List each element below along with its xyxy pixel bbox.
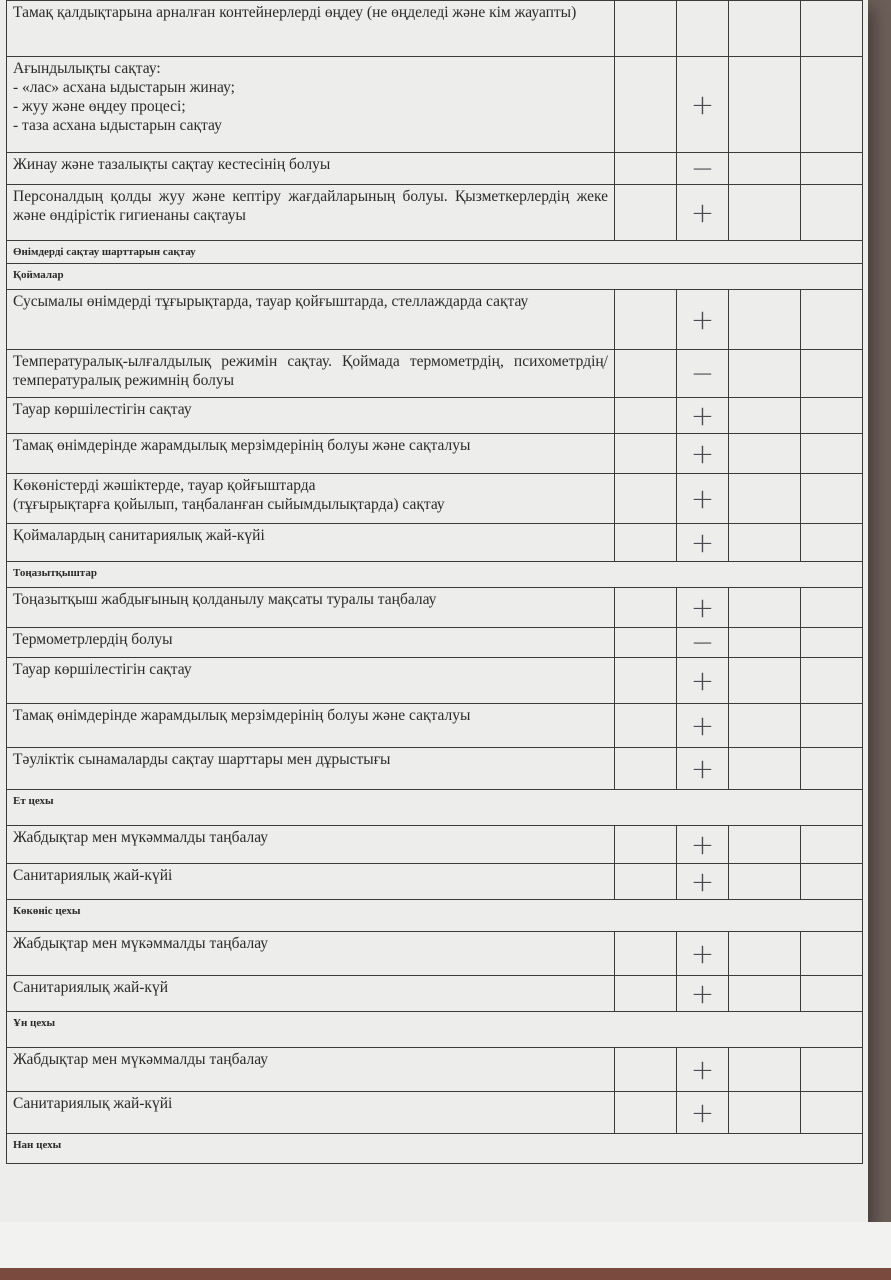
checklist-row xyxy=(7,57,863,153)
empty-cell xyxy=(615,153,677,185)
empty-cell xyxy=(729,524,801,562)
empty-cell xyxy=(615,398,677,434)
handwritten-mark: − xyxy=(677,628,729,658)
criterion-text: Санитариялық жай-күйі xyxy=(7,1092,615,1134)
empty-cell xyxy=(801,153,863,185)
handwritten-mark: + xyxy=(677,434,729,474)
empty-cell xyxy=(615,57,677,153)
empty-cell xyxy=(729,864,801,900)
empty-cell xyxy=(729,658,801,704)
checklist-row xyxy=(7,704,863,748)
checklist-row xyxy=(7,1092,863,1134)
empty-cell xyxy=(801,57,863,153)
empty-cell xyxy=(801,1048,863,1092)
handwritten-mark: + xyxy=(677,290,729,350)
empty-cell xyxy=(615,1,677,57)
empty-cell xyxy=(615,290,677,350)
criterion-text: Температуралық-ылғалдылық режимін сақтау. Қоймада термометрдің, психометрдің/температуралық режимнің болуы xyxy=(7,350,615,398)
empty-cell xyxy=(615,628,677,658)
empty-cell xyxy=(729,1,801,57)
handwritten-mark: + xyxy=(677,185,729,241)
handwritten-mark: + xyxy=(677,704,729,748)
section-header-row xyxy=(7,562,863,588)
checklist-row xyxy=(7,1,863,57)
empty-cell xyxy=(801,524,863,562)
section-title: Көкөніс цехы xyxy=(7,900,863,932)
criterion-line: - таза асхана ыдыстарын сақтау xyxy=(13,117,222,134)
empty-cell xyxy=(615,932,677,976)
empty-cell xyxy=(729,185,801,241)
empty-cell xyxy=(801,748,863,790)
checklist-row xyxy=(7,932,863,976)
criterion-text: Сусымалы өнімдерді тұғырықтарда, тауар қойғыштарда, стеллаждарда сақтау xyxy=(7,290,615,350)
criterion-line: Ағындылықты сақтау: xyxy=(13,60,161,77)
empty-cell xyxy=(801,290,863,350)
empty-cell xyxy=(729,704,801,748)
checklist-row xyxy=(7,748,863,790)
criterion-text: Санитариялық жай-күй xyxy=(7,976,615,1012)
empty-cell xyxy=(729,1048,801,1092)
criterion-line: Көкөністерді жәшіктерде, тауар қойғыштарда xyxy=(13,477,316,494)
empty-cell xyxy=(729,153,801,185)
criterion-text: Персоналдың қолды жуу және кептіру жағдайларының болуы. Қызметкерлердің жеке және өндірістік гигиенаны сақтауы xyxy=(7,185,615,241)
empty-cell xyxy=(615,350,677,398)
criterion-text: Жинау және тазалықты сақтау кестесінің болуы xyxy=(7,153,615,185)
empty-cell xyxy=(801,826,863,864)
empty-cell xyxy=(615,864,677,900)
handwritten-mark: + xyxy=(677,976,729,1012)
criterion-text: Термометрлердің болуы xyxy=(7,628,615,658)
empty-cell xyxy=(615,826,677,864)
criterion-line: - жуу және өңдеу процесі; xyxy=(13,98,186,115)
empty-cell xyxy=(615,185,677,241)
section-title: Нан цехы xyxy=(7,1134,863,1164)
empty-cell xyxy=(729,398,801,434)
handwritten-mark: + xyxy=(677,932,729,976)
handwritten-mark: + xyxy=(677,57,729,153)
checklist-row xyxy=(7,1048,863,1092)
handwritten-mark: + xyxy=(677,398,729,434)
handwritten-mark: + xyxy=(677,1092,729,1134)
criterion-text xyxy=(7,474,615,524)
empty-cell xyxy=(615,1092,677,1134)
empty-cell xyxy=(615,704,677,748)
handwritten-mark: + xyxy=(677,474,729,524)
section-header-row xyxy=(7,241,863,264)
empty-cell xyxy=(729,290,801,350)
empty-cell xyxy=(729,57,801,153)
empty-cell xyxy=(729,932,801,976)
empty-cell xyxy=(615,748,677,790)
handwritten-mark: + xyxy=(677,864,729,900)
criterion-text: Тамақ қалдықтарына арналған контейнерлерді өңдеу (не өңделеді және кім жауапты) xyxy=(7,1,615,57)
section-title: Қоймалар xyxy=(7,264,863,290)
empty-cell xyxy=(801,1092,863,1134)
criterion-text: Тауар көршілестігін сақтау xyxy=(7,658,615,704)
empty-cell xyxy=(729,434,801,474)
checklist-row xyxy=(7,350,863,398)
checklist-row xyxy=(7,398,863,434)
checklist-row xyxy=(7,864,863,900)
section-header-row xyxy=(7,900,863,932)
checklist-row xyxy=(7,628,863,658)
section-title: Өнімдерді сақтау шарттарын сақтау xyxy=(7,241,863,264)
empty-cell xyxy=(801,398,863,434)
checklist-row xyxy=(7,290,863,350)
section-header-row xyxy=(7,790,863,826)
checklist-row xyxy=(7,658,863,704)
handwritten-mark: + xyxy=(677,748,729,790)
empty-cell xyxy=(615,524,677,562)
empty-cell xyxy=(729,1092,801,1134)
section-header-row xyxy=(7,1012,863,1048)
empty-cell xyxy=(729,588,801,628)
checklist-row xyxy=(7,153,863,185)
empty-cell xyxy=(729,826,801,864)
criterion-text: Тоңазытқыш жабдығының қолданылу мақсаты туралы таңбалау xyxy=(7,588,615,628)
checklist-table xyxy=(6,0,863,1164)
empty-cell xyxy=(615,474,677,524)
section-title: Ұн цехы xyxy=(7,1012,863,1048)
empty-cell xyxy=(801,932,863,976)
empty-cell xyxy=(729,976,801,1012)
handwritten-mark: + xyxy=(677,658,729,704)
criterion-line: - «лас» асхана ыдыстарын жинау; xyxy=(13,79,235,96)
handwritten-mark: + xyxy=(677,588,729,628)
empty-cell xyxy=(729,350,801,398)
empty-cell xyxy=(801,588,863,628)
criterion-text: Тамақ өнімдерінде жарамдылық мерзімдерінің болуы және сақталуы xyxy=(7,704,615,748)
section-title: Ет цехы xyxy=(7,790,863,826)
empty-cell xyxy=(801,434,863,474)
section-header-row xyxy=(7,264,863,290)
empty-cell xyxy=(801,185,863,241)
empty-cell xyxy=(801,1,863,57)
checklist-row xyxy=(7,434,863,474)
checklist-row xyxy=(7,588,863,628)
criterion-text: Тауар көршілестігін сақтау xyxy=(7,398,615,434)
empty-cell xyxy=(615,658,677,704)
criterion-text: Жабдықтар мен мүкәммалды таңбалау xyxy=(7,1048,615,1092)
criterion-text: Қоймалардың санитариялық жай-күйі xyxy=(7,524,615,562)
checklist-row xyxy=(7,976,863,1012)
handwritten-mark: + xyxy=(677,524,729,562)
floor-strip xyxy=(0,1268,891,1280)
empty-cell xyxy=(801,474,863,524)
criterion-text: Тамақ өнімдерінде жарамдылық мерзімдерінің болуы және сақталуы xyxy=(7,434,615,474)
section-title: Тоңазытқыштар xyxy=(7,562,863,588)
criterion-text: Санитариялық жай-күйі xyxy=(7,864,615,900)
checklist-row xyxy=(7,524,863,562)
empty-cell xyxy=(729,748,801,790)
empty-cell xyxy=(729,474,801,524)
empty-cell xyxy=(801,350,863,398)
handwritten-mark: − xyxy=(677,350,729,398)
empty-cell xyxy=(729,628,801,658)
handwritten-mark xyxy=(677,1,729,57)
criterion-text: Тәуліктік сынамаларды сақтау шарттары мен дұрыстығы xyxy=(7,748,615,790)
handwritten-mark: + xyxy=(677,1048,729,1092)
criterion-text xyxy=(7,57,615,153)
criterion-line: (тұғырықтарға қойылып, таңбаланған сыйымдылықтарда) сақтау xyxy=(13,496,445,513)
empty-cell xyxy=(615,1048,677,1092)
empty-cell xyxy=(615,976,677,1012)
empty-cell xyxy=(801,976,863,1012)
checklist-row xyxy=(7,826,863,864)
checklist-row xyxy=(7,185,863,241)
empty-cell xyxy=(801,658,863,704)
criterion-text: Жабдықтар мен мүкәммалды таңбалау xyxy=(7,826,615,864)
empty-cell xyxy=(801,704,863,748)
checklist-body xyxy=(7,1,863,1164)
empty-cell xyxy=(801,864,863,900)
section-header-row xyxy=(7,1134,863,1164)
checklist-row xyxy=(7,474,863,524)
handwritten-mark: − xyxy=(677,153,729,185)
empty-cell xyxy=(801,628,863,658)
empty-cell xyxy=(615,588,677,628)
empty-cell xyxy=(615,434,677,474)
criterion-text: Жабдықтар мен мүкәммалды таңбалау xyxy=(7,932,615,976)
handwritten-mark: + xyxy=(677,826,729,864)
